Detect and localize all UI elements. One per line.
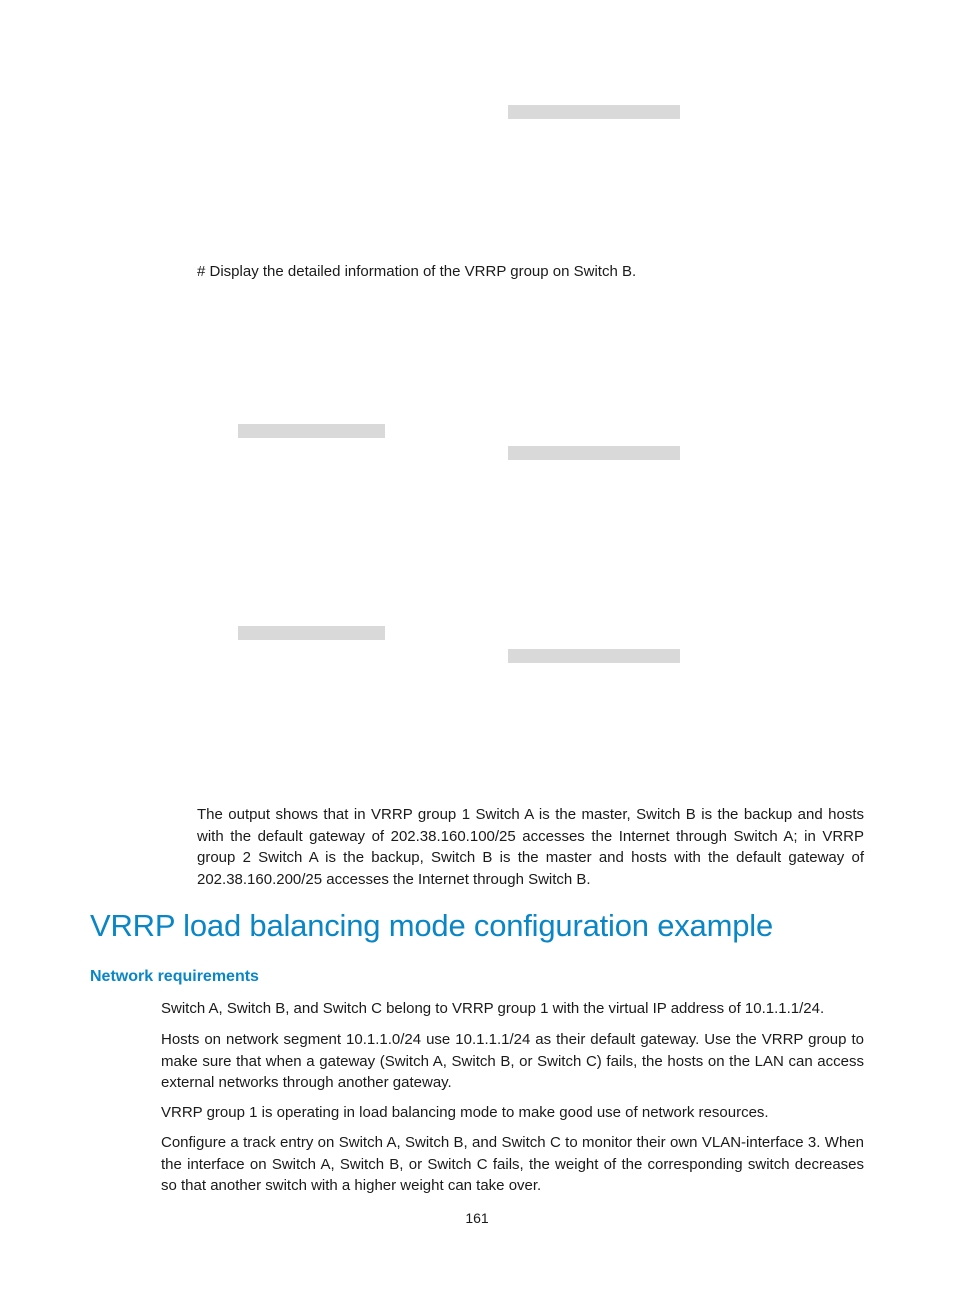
redacted-output-highlight [238, 424, 385, 438]
redacted-output-highlight [238, 626, 385, 640]
subsection-heading: Network requirements [90, 968, 259, 985]
redacted-output-highlight [508, 105, 680, 119]
requirement-paragraph: Switch A, Switch B, and Switch C belong to VRRP group 1 with the virtual IP address of 10.1.1.1/24. [161, 1000, 825, 1017]
redacted-output-highlight [508, 649, 680, 663]
section-heading: VRRP load balancing mode configuration example [90, 908, 773, 943]
page-number: 161 [465, 1210, 489, 1226]
requirement-paragraph: Hosts on network segment 10.1.1.0/24 use 10.1.1.1/24 as their default gateway. Use the VRRP group to make sure that when a gateway (Switch A, Switch B, or Switch C) fails, the hosts on the LAN can access external networks through another gateway. [161, 1031, 864, 1091]
redacted-output-highlight [508, 446, 680, 460]
output-summary-paragraph: The output shows that in VRRP group 1 Switch A is the master, Switch B is the backup and hosts with the default gateway of 202.38.160.100/25 accesses the Internet through Switch A; in VRRP group 2 Switch A is the backup, Switch B is the master and hosts with the default gateway of 202.38.160.200/25 accesses the Internet through Switch B. [197, 806, 864, 888]
requirement-paragraph: VRRP group 1 is operating in load balancing mode to make good use of network resources. [161, 1104, 769, 1121]
display-command-description: # Display the detailed information of the VRRP group on Switch B. [197, 263, 637, 280]
requirement-paragraph: Configure a track entry on Switch A, Switch B, and Switch C to monitor their own VLAN-interface 3. When the interface on Switch A, Switch B, or Switch C fails, the weight of the corresponding switch decreases so that another switch with a higher weight can take over. [161, 1134, 864, 1194]
